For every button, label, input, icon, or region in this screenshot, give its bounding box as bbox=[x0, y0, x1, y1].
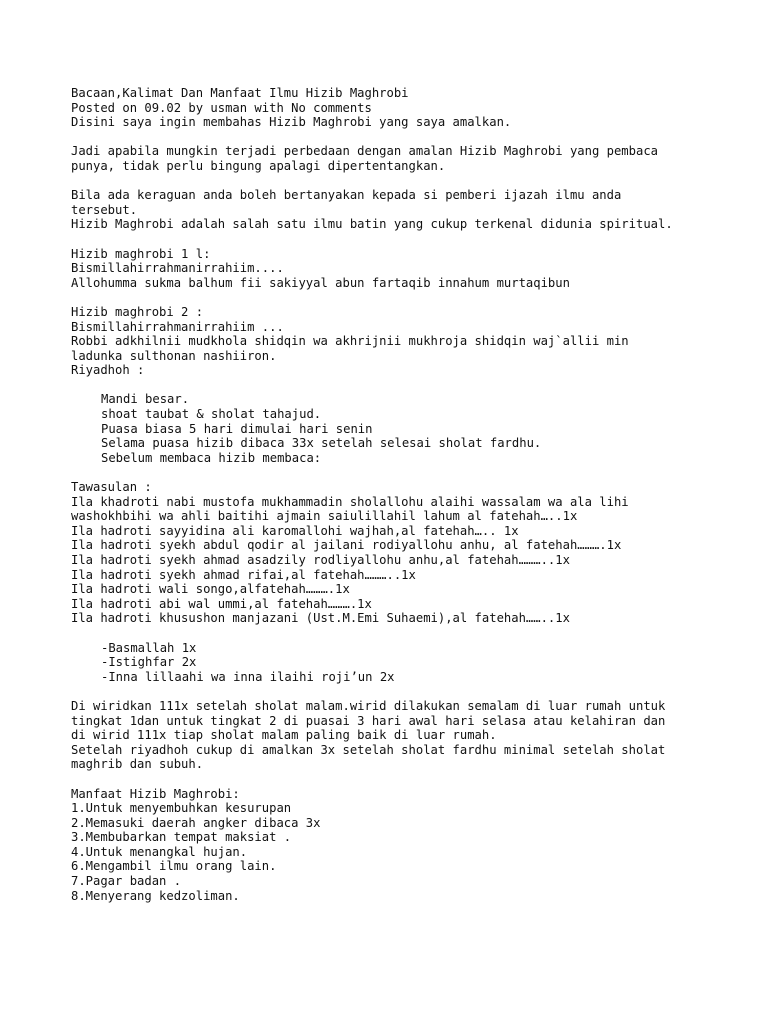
paragraph-line: Bismillahirrahmanirrahiim ... bbox=[71, 319, 284, 334]
paragraph-line: Ila hadroti khusushon manjazani (Ust.M.Emi Suhaemi),al fatehah……..1x bbox=[71, 611, 570, 626]
paragraph-line: ladunka sulthonan nashiiron. bbox=[71, 348, 277, 363]
list-item: -Istighfar 2x bbox=[101, 655, 197, 670]
document-title: Bacaan,Kalimat Dan Manfaat Ilmu Hizib Maghrobi bbox=[71, 86, 409, 100]
spacer bbox=[71, 772, 731, 787]
list-item: Mandi besar. bbox=[101, 392, 190, 407]
list-item: shoat taubat & sholat tahajud. bbox=[101, 407, 322, 422]
paragraph-line: Jadi apabila mungkin terjadi perbedaan dengan amalan Hizib Maghrobi yang pembaca bbox=[71, 144, 658, 159]
paragraph-line: maghrib dan subuh. bbox=[71, 757, 204, 772]
paragraph-line: Di wiridkan 111x setelah sholat malam.wirid dilakukan semalam di luar rumah untuk bbox=[71, 698, 666, 713]
paragraph-line: washokhbihi wa ahli baitihi ajmain saiulillahil lahum al fatehah…..1x bbox=[71, 509, 578, 524]
paragraph-line: Ila hadroti wali songo,alfatehah……….1x bbox=[71, 582, 350, 597]
list-item: 4.Untuk menangkal hujan. bbox=[71, 844, 248, 859]
intro-line: Disini saya ingin membahas Hizib Maghrobi yang saya amalkan. bbox=[71, 115, 512, 130]
list-item: 2.Memasuki daerah angker dibaca 3x bbox=[71, 815, 321, 830]
paragraph-line: Ila hadroti abi wal ummi,al fatehah……….1x bbox=[71, 596, 372, 611]
list-item: 1.Untuk menyembuhkan kesurupan bbox=[71, 801, 292, 816]
paragraph-line: tersebut. bbox=[71, 202, 138, 217]
list-item: -Basmallah 1x bbox=[101, 640, 197, 655]
spacer bbox=[71, 626, 731, 641]
section-heading: Tawasulan : bbox=[71, 480, 152, 495]
spacer bbox=[71, 378, 731, 393]
list-item: Sebelum membaca hizib membaca: bbox=[101, 450, 322, 465]
paragraph-line: Hizib Maghrobi adalah salah satu ilmu batin yang cukup terkenal didunia spiritual. bbox=[71, 217, 673, 232]
list-item: 7.Pagar badan . bbox=[71, 874, 182, 889]
paragraph-line: Robbi adkhilnii mudkhola shidqin wa akhrijnii mukhroja shidqin waj`allii min bbox=[71, 334, 629, 349]
spacer bbox=[71, 130, 731, 145]
list-item: 3.Membubarkan tempat maksiat . bbox=[71, 830, 292, 845]
document-page bbox=[71, 86, 731, 903]
spacer bbox=[71, 465, 731, 480]
list-item: Puasa biasa 5 hari dimulai hari senin bbox=[101, 421, 373, 436]
paragraph-line: Setelah riyadhoh cukup di amalkan 3x setelah sholat fardhu minimal setelah sholat bbox=[71, 742, 666, 757]
post-meta: Posted on 09.02 by usman with No comments bbox=[71, 100, 372, 115]
paragraph-line: Allohumma sukma balhum fii sakiyyal abun fartaqib innahum murtaqibun bbox=[71, 275, 570, 290]
spacer bbox=[71, 684, 731, 699]
spacer bbox=[71, 232, 731, 247]
paragraph-line: Ila hadroti sayyidina ali karomallohi wajhah,al fatehah….. 1x bbox=[71, 523, 519, 538]
section-heading: Hizib maghrobi 2 : bbox=[71, 304, 204, 319]
paragraph-line: tingkat 1dan untuk tingkat 2 di puasai 3 hari awal hari selasa atau kelahiran dan bbox=[71, 713, 666, 728]
list-item: 8.Menyerang kedzoliman. bbox=[71, 888, 240, 903]
spacer bbox=[71, 174, 731, 189]
paragraph-line: Ila khadroti nabi mustofa mukhammadin sholallohu alaihi wassalam wa ala lihi bbox=[71, 494, 629, 509]
list-item: 6.Mengambil ilmu orang lain. bbox=[71, 859, 277, 874]
section-heading: Hizib maghrobi 1 l: bbox=[71, 246, 211, 261]
section-heading: Riyadhoh : bbox=[71, 363, 145, 378]
spacer bbox=[71, 290, 731, 305]
paragraph-line: Ila hadroti syekh abdul qodir al jailani rodiyallohu anhu, al fatehah……….1x bbox=[71, 538, 622, 553]
list-item: Selama puasa hizib dibaca 33x setelah selesai sholat fardhu. bbox=[101, 436, 542, 451]
paragraph-line: punya, tidak perlu bingung apalagi dipertentangkan. bbox=[71, 158, 446, 173]
list-item: -Inna lillaahi wa inna ilaihi roji’un 2x bbox=[101, 669, 395, 684]
paragraph-line: Ila hadroti syekh ahmad asadzily rodliyallohu anhu,al fatehah………..1x bbox=[71, 553, 570, 567]
section-heading: Manfaat Hizib Maghrobi: bbox=[71, 786, 240, 801]
paragraph-line: Ila hadroti syekh ahmad rifai,al fatehah………..1x bbox=[71, 567, 416, 582]
paragraph-line: di wirid 111x tiap sholat malam paling baik di luar rumah. bbox=[71, 728, 497, 743]
paragraph-line: Bismillahirrahmanirrahiim.... bbox=[71, 261, 284, 276]
paragraph-line: Bila ada keraguan anda boleh bertanyakan kepada si pemberi ijazah ilmu anda bbox=[71, 188, 622, 203]
